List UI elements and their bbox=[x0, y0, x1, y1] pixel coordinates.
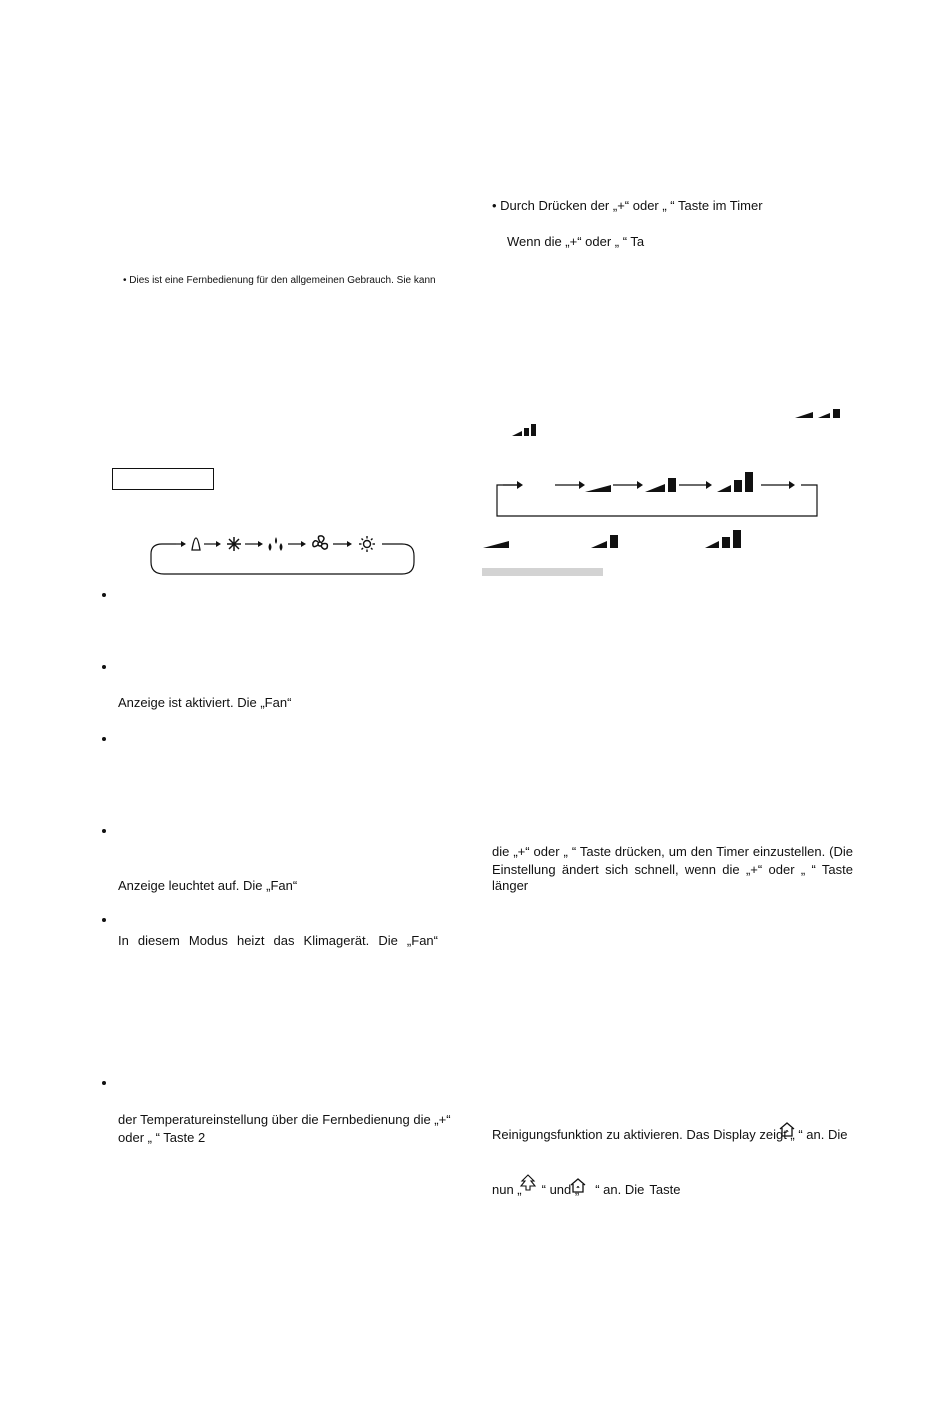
nun-pre: nun „ bbox=[492, 1182, 522, 1197]
gray-bar bbox=[482, 568, 603, 576]
timer-line: • Durch Drücken der „+“ oder „ “ Taste im Timer bbox=[492, 198, 763, 213]
bullet bbox=[102, 829, 106, 833]
fan-speed-mid-icon bbox=[645, 478, 676, 492]
fan-speed-mid-inline-icon bbox=[512, 422, 538, 438]
fan-speed-cycle-diagram bbox=[495, 470, 825, 520]
tree-icon bbox=[518, 1174, 538, 1192]
bullet bbox=[102, 1081, 106, 1085]
wenn-line: Wenn die „+“ oder „ “ Ta bbox=[507, 234, 645, 249]
empty-label-box bbox=[112, 468, 214, 490]
timer-set-line-1: die „+“ oder „ “ Taste drücken, um den Timer einzustellen. (Die bbox=[492, 844, 853, 859]
drops-icon bbox=[269, 537, 283, 551]
fan-speed-legend bbox=[483, 530, 753, 552]
clean-house-icon bbox=[778, 1121, 796, 1137]
fan-icon bbox=[313, 536, 328, 549]
heat-line: In diesem Modus heizt das Klimagerät. Die „Fan“ bbox=[118, 933, 438, 948]
auto-icon bbox=[192, 538, 200, 550]
timer-set-line-2: Einstellung ändert sich schnell, wenn die „+“ oder „ “ Taste länger bbox=[492, 862, 853, 893]
bullet bbox=[102, 593, 106, 597]
nun-mid1: “ und „ bbox=[541, 1182, 580, 1197]
snowflake-icon bbox=[227, 537, 241, 551]
clean-line: Reinigungsfunktion zu aktivieren. Das Display zeigt „ “ an. Die bbox=[492, 1127, 848, 1142]
bullet bbox=[102, 737, 106, 741]
nun-post: Taste bbox=[649, 1182, 681, 1197]
fan-speed-low-icon bbox=[585, 485, 611, 492]
bullet bbox=[102, 918, 106, 922]
nun-mid2: “ an. Die bbox=[595, 1182, 645, 1197]
bullet bbox=[102, 665, 106, 669]
mode-cycle-diagram bbox=[148, 532, 418, 578]
display-line: Anzeige leuchtet auf. Die „Fan“ bbox=[118, 878, 298, 893]
temp-line-2: oder „ “ Taste 2 bbox=[118, 1130, 206, 1145]
intro-text: • Dies ist eine Fernbedienung für den allgemeinen Gebrauch. Sie kann bbox=[123, 275, 436, 286]
fan-speed-inline-icons bbox=[795, 404, 845, 420]
temp-line-1: der Temperatureinstellung über die Fernbedienung die „+“ bbox=[118, 1112, 451, 1127]
fan-line: Anzeige ist aktiviert. Die „Fan“ bbox=[118, 695, 292, 710]
clean-house-icon bbox=[569, 1177, 587, 1193]
sun-icon bbox=[359, 536, 375, 552]
fan-speed-high-icon bbox=[717, 472, 753, 492]
